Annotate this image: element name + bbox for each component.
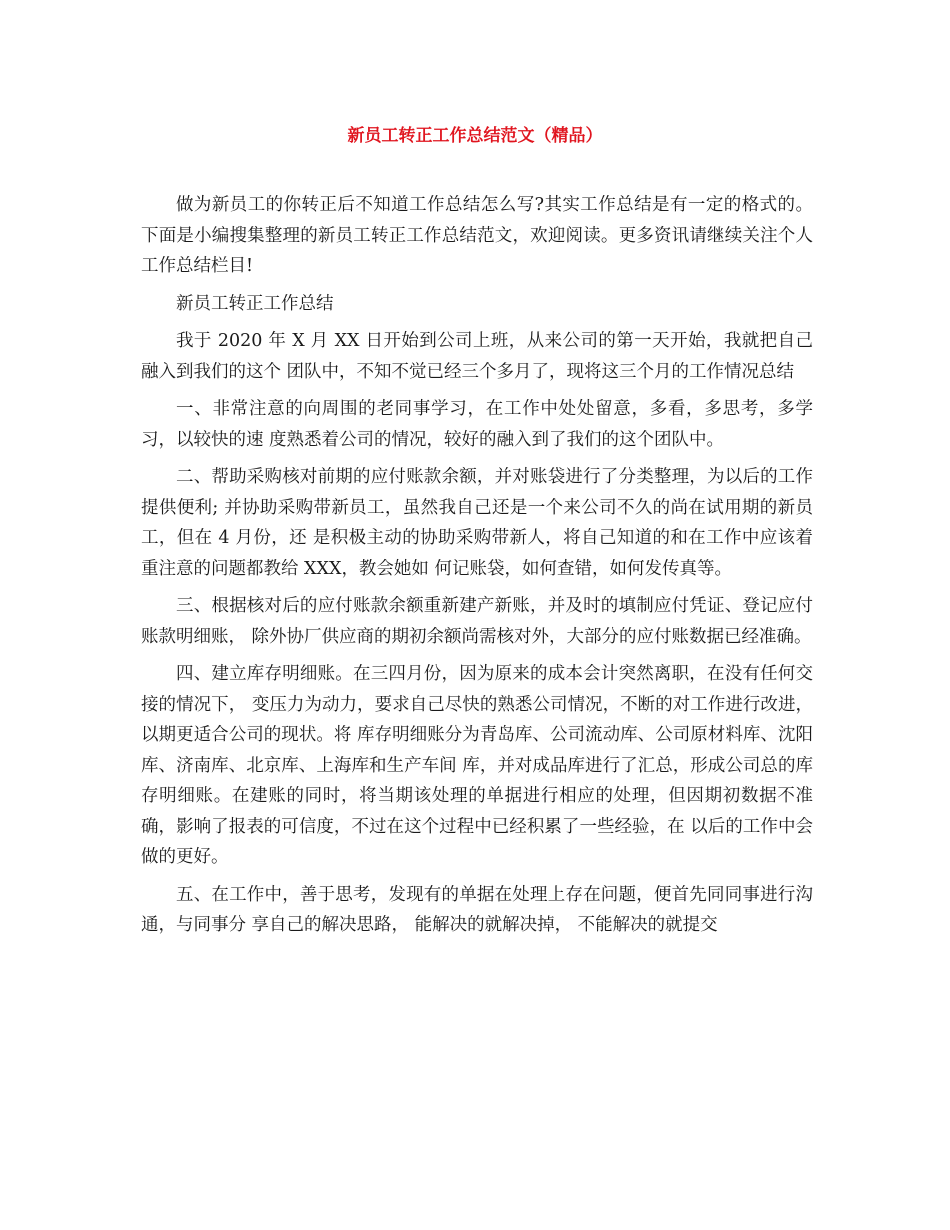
paragraph-point-4: 四、建立库存明细账。在三四月份，因为原来的成本会计突然离职，在没有任何交接的情况下， 变压力为动力，要求自己尽快的熟悉公司情况，不断的对工作进行改进，以期更适合公司的现状。将 库存明细账分为青岛库、公司流动库、公司原材料库、沈阳库、济南库、北京库、上海库和生产车间 库，并对成品库进行了汇总，形成公司总的库存明细账。在建账的同时，将当期该处理的单据进行相应的处理，但因期初数据不准确，影响了报表的可信度，不过在这个过程中已经积累了一些经验，在 以后的工作中会做的更好。 — [141, 664, 813, 867]
document-title: 新员工转正工作总结范文（精品） — [347, 126, 603, 146]
paragraph-point-3: 三、根据核对后的应付账款余额重新建产新账，并及时的填制应付凭证、登记应付账款明细账， 除外协厂供应商的期初余额尚需核对外，大部分的应付账数据已经准确。 — [141, 596, 813, 647]
paragraph-point-5: 五、在工作中，善于思考，发现有的单据在处理上存在问题，便首先同同事进行沟通，与同事分 享自己的解决思路， 能解决的就解决掉， 不能解决的就提交 — [141, 884, 813, 935]
paragraph-point-2: 二、帮助采购核对前期的应付账款余额，并对账袋进行了分类整理，为以后的工作提供便利; 并协助采购带新员工，虽然我自己还是一个来公司不久的尚在试用期的新员工，但在 4 月份，还 是积极主动的协助采购带新人，将自己知道的和在工作中应该着重注意的问题都教给 XXX，教会她如 何记账袋，如何查错，如何发传真等。 — [141, 467, 813, 579]
paragraph-subtitle: 新员工转正工作总结 — [176, 293, 334, 314]
paragraph-opening: 我于 2020 年 X 月 XX 日开始到公司上班，从来公司的第一天开始，我就把自己融入到我们的这个 团队中，不知不觉已经三个多月了，现将这三个月的工作情况总结 — [141, 331, 813, 382]
document-body — [141, 190, 813, 948]
paragraph-point-1: 一、非常注意的向周围的老同事学习，在工作中处处留意，多看，多思考，多学习，以较快的速 度熟悉着公司的情况，较好的融入到了我们的这个团队中。 — [141, 399, 813, 450]
paragraph-intro: 做为新员工的你转正后不知道工作总结怎么写?其实工作总结是有一定的格式的。下面是小编搜集整理的新员工转正工作总结范文，欢迎阅读。更多资讯请继续关注个人工作总结栏目! — [141, 195, 813, 276]
